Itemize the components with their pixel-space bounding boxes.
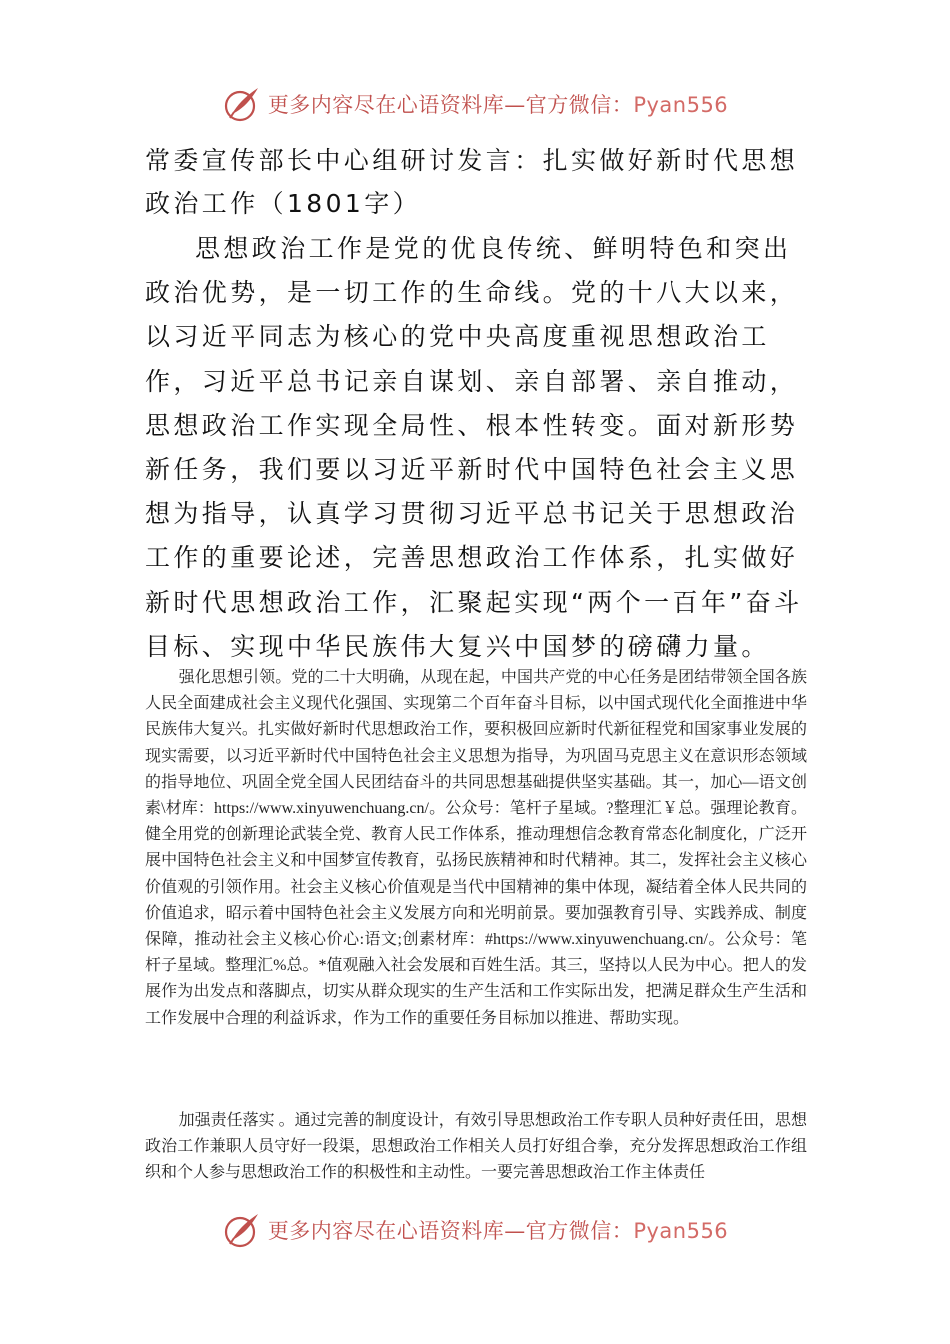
- quill-logo-icon: [222, 84, 262, 124]
- footer-banner-text: 更多内容尽在心语资料库—官方微信：Pyan556: [267, 1219, 729, 1243]
- quill-logo-icon: [222, 1210, 262, 1250]
- header-banner-text: 更多内容尽在心语资料库—官方微信：Pyan556: [267, 93, 729, 117]
- lead-paragraph: 思想政治工作是党的优良传统、鲜明特色和突出政治优势，是一切工作的生命线。党的十八大以来，以习近平同志为核心的党中央高度重视思想政治工作，习近平总书记亲自谋划、亲自部署、亲自推动，思想政治工作实现全局性、根本性转变。面对新形势新任务，我们要以习近平新时代中国特色社会主义思想为指导，认真学习贯彻习近平总书记关于思想政治工作的重要论述，完善思想政治工作体系，扎实做好新时代思想政治工作，汇聚起实现“两个一百年”奋斗目标、实现中华民族伟大复兴中国梦的磅礴力量。: [145, 234, 803, 661]
- document-title: 常委宣传部长中心组研讨发言：扎实做好新时代思想政治工作（1801字）: [145, 146, 799, 218]
- footer-banner: [0, 1208, 950, 1252]
- body-paragraph-1: 强化思想引领。党的二十大明确，从现在起，中国共产党的中心任务是团结带领全国各族人民全面建成社会主义现代化强国、实现第二个百年奋斗目标，以中国式现代化全面推进中华民族伟大复兴。扎实做好新时代思想政治工作，要积极回应新时代新征程党和国家事业发展的现实需要，以习近平新时代中国特色社会主义思想为指导，为巩固马克思主义在意识形态领域的指导地位、巩固全党全国人民团结奋斗的共同思想基础提供坚实基础。其一，加心—语文创素\材库：https://www.xinyuwenchuang.cn/。公众号：笔杆子星域。?整理汇￥总。强理论教育。健全用党的创新理论武装全党、教育人民工作体系，推动理想信念教育常态化制度化，广泛开展中国特色社会主义和中国梦宣传教育，弘扬民族精神和时代精神。其二，发挥社会主义核心价值观的引领作用。社会主义核心价值观是当代中国精神的集中体现，凝结着全体人民共同的价值追求，昭示着中国特色社会主义发展方向和光明前景。要加强教育引导、实践养成、制度保障，推动社会主义核心价心:语文;创素材库：#https://www.xinyuwenchuang.cn/。公众号：笔杆子星域。整理汇%总。*值观融入社会发展和百姓生活。其三，坚持以人民为中心。把人的发展作为出发点和落脚点，切实从群众现实的生产生活和工作实际出发，把满足群众生产生活和工作发展中合理的利益诉求，作为工作的重要任务目标加以推进、帮助实现。: [145, 669, 807, 1027]
- wechat-id: Pyan556: [633, 1219, 729, 1243]
- body-paragraph-2: 加强责任落实 。通过完善的制度设计，有效引导思想政治工作专职人员种好责任田，思想政治工作兼职人员守好一段渠，思想政治工作相关人员打好组合拳，充分发挥思想政治工作组织和个人参与思想政治工作的积极性和主动性。一要完善思想政治工作主体责任: [145, 1112, 807, 1182]
- wechat-id: Pyan556: [633, 93, 729, 117]
- header-banner: [0, 82, 950, 126]
